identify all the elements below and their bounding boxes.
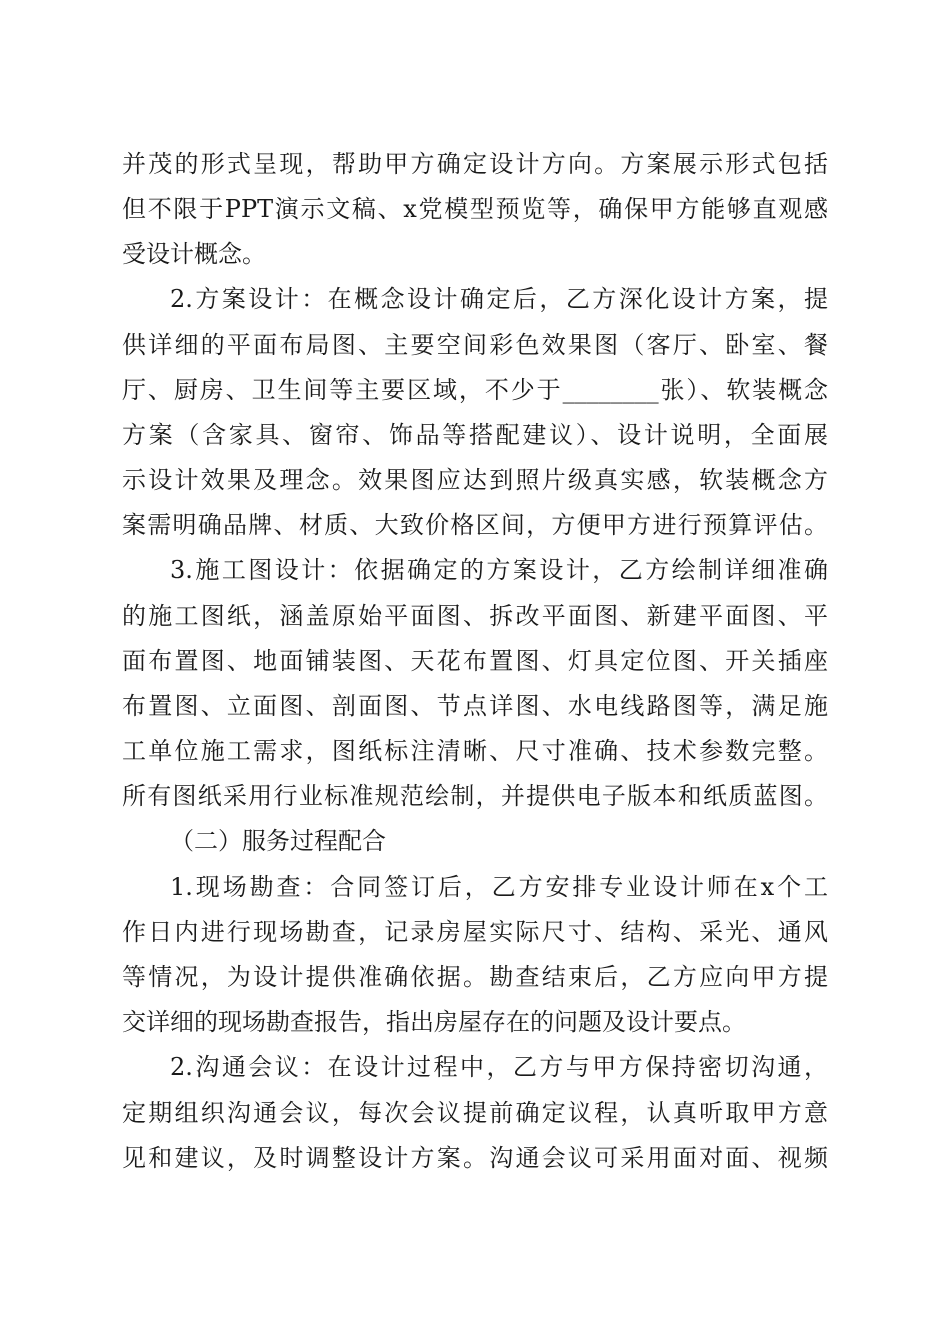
text-line: 定期组织沟通会议，每次会议提前确定议程，认真听取甲方意 — [122, 1099, 828, 1127]
text-line: 等情况，为设计提供准确依据。勘查结束后，乙方应向甲方提 — [122, 963, 828, 991]
text-line: 所有图纸采用行业标准规范绘制，并提供电子版本和纸质蓝图。 — [122, 782, 828, 810]
text-line: 交详细的现场勘查报告，指出房屋存在的问题及设计要点。 — [122, 1008, 746, 1036]
text-line: 受设计概念。 — [122, 240, 266, 268]
text-line: 方案（含家具、窗帘、饰品等搭配建议）、设计说明，全面展 — [122, 421, 828, 449]
text-line: 2.沟通会议：在设计过程中，乙方与甲方保持密切沟通， — [170, 1053, 828, 1081]
text-line: 作日内进行现场勘查，记录房屋实际尺寸、结构、采光、通风 — [122, 918, 828, 946]
text-line: 1.现场勘查：合同签订后，乙方安排专业设计师在x个工 — [170, 873, 828, 901]
text-line: 布置图、立面图、剖面图、节点详图、水电线路图等，满足施 — [122, 692, 828, 720]
text-line: 供详细的平面布局图、主要空间彩色效果图（客厅、卧室、餐 — [122, 331, 828, 359]
text-line: 示设计效果及理念。效果图应达到照片级真实感，软装概念方 — [122, 466, 828, 494]
text-line: 面布置图、地面铺装图、天花布置图、灯具定位图、开关插座 — [122, 647, 828, 675]
text-line: 厅、厨房、卫生间等主要区域，不少于________张）、软装概念 — [122, 376, 828, 404]
section-heading: （二）服务过程配合 — [170, 827, 386, 855]
text-line: 见和建议，及时调整设计方案。沟通会议可采用面对面、视频 — [122, 1144, 828, 1172]
text-line: 案需明确品牌、材质、大致价格区间，方便甲方进行预算评估。 — [122, 511, 828, 539]
text-line: 并茂的形式呈现，帮助甲方确定设计方向。方案展示形式包括 — [122, 150, 828, 178]
text-line: 3.施工图设计：依据确定的方案设计，乙方绘制详细准确 — [170, 556, 828, 584]
text-line: 2.方案设计：在概念设计确定后，乙方深化设计方案，提 — [170, 285, 828, 313]
text-line: 工单位施工需求，图纸标注清晰、尺寸准确、技术参数完整。 — [122, 737, 828, 765]
text-line: 但不限于PPT演示文稿、x党模型预览等，确保甲方能够直观感 — [122, 195, 828, 223]
text-line: 的施工图纸，涵盖原始平面图、拆改平面图、新建平面图、平 — [122, 602, 828, 630]
